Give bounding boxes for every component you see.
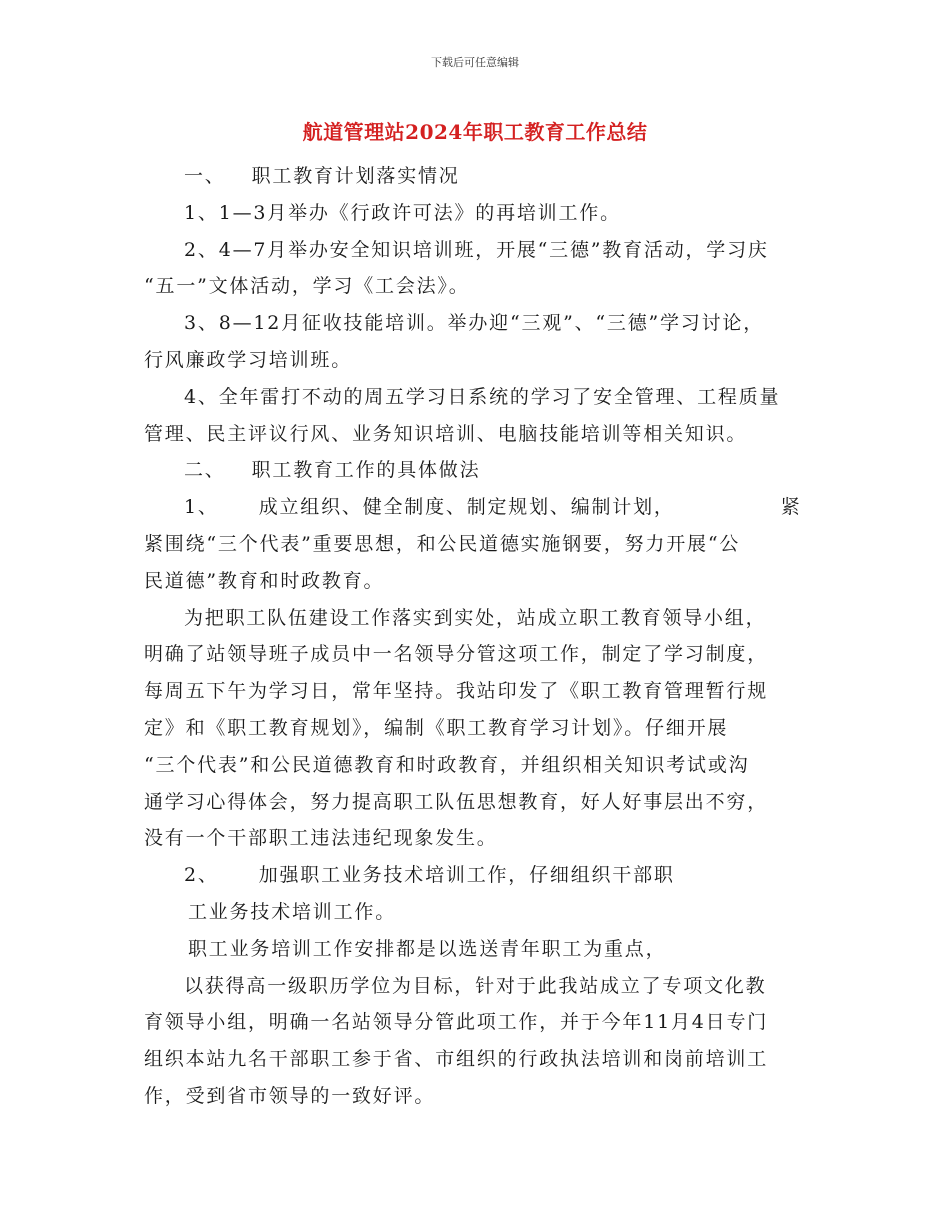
header-note: 下载后可任意编辑 [431,56,519,69]
section-heading-2 [144,452,814,489]
paragraph-line: 作，受到省市领导的一致好评。 [144,1084,436,1107]
section-number: 一、 [184,165,226,187]
paragraph-line: 工业务技术培训工作。 [188,900,397,923]
paragraph-line: 3、8—12月征收技能培训。举办迎“三观”、“三德”学习讨论， [184,312,765,335]
section-title: 职工教育计划落实情况 [251,165,460,187]
paragraph-line: 行风廉政学习培训班。 [144,348,353,371]
paragraph-line: 明确了站领导班子成员中一名领导分管这项工作，制定了学习制度， [144,643,769,666]
paragraph-line: 民道德”教育和时政教育。 [144,569,385,592]
item-heading-2 [144,857,814,894]
paragraph-line: 管理、民主评议行风、业务知识培训、电脑技能培训等相关知识。 [144,422,748,445]
paragraph-line: 4、全年雷打不动的周五学习日系统的学习了安全管理、工程质量 [184,385,781,408]
section-number: 二、 [184,459,226,482]
paragraph-line: 育领导小组，明确一名站领导分管此项工作，并于今年11月4日专门 [144,1011,769,1034]
item-number: 1、 [184,496,219,519]
paragraph-line: 定》和《职工教育规划》，编制《职工教育学习计划》。仔细开展 [144,716,729,739]
item-text: 成立组织、健全制度、制定规划、编制计划， [258,496,675,519]
paragraph-line: 紧围绕“三个代表”重要思想，和公民道德实施钢要，努力开展“公 [144,532,741,555]
paragraph-line: “三个代表”和公民道德教育和时政教育，并组织相关知识考试或沟 [144,753,750,776]
paragraph-line: 以获得高一级职历学位为目标，针对于此我站成立了专项文化教 [184,974,767,997]
section-title: 职工教育工作的具体做法 [251,459,481,482]
document-body [144,158,814,1115]
paragraph-line: “五一”文体活动，学习《工会法》。 [144,275,470,298]
paragraph-line: 1、1—3月举办《行政许可法》的再培训工作。 [184,201,621,224]
paragraph-line: 没有一个干部职工违法违纪现象发生。 [144,827,498,850]
paragraph-line: 组织本站九名干部职工参于省、市组织的行政执法培训和岗前培训工 [144,1048,769,1071]
paragraph-line: 通学习心得体会，努力提高职工队伍思想教育，好人好事层出不穷， [144,790,769,813]
paragraph-line: 为把职工队伍建设工作落实到实处，站成立职工教育领导小组， [184,606,767,629]
paragraph-line: 2、4—7月举办安全知识培训班，开展“三德”教育活动，学习庆 [184,238,769,261]
section-heading-1 [144,158,814,195]
document-title: 航道管理站2024年职工教育工作总结 [302,120,648,144]
item-number: 2、 [184,864,219,887]
paragraph-line: 每周五下午为学习日，常年坚持。我站印发了《职工教育管理暂行规 [144,680,769,703]
item-text-tail: 紧 [780,496,802,519]
item-heading-1 [144,489,814,526]
paragraph-line: 职工业务培训工作安排都是以选送青年职工为重点， [188,937,667,960]
item-text: 加强职工业务技术培训工作，仔细组织干部职 [258,864,675,887]
